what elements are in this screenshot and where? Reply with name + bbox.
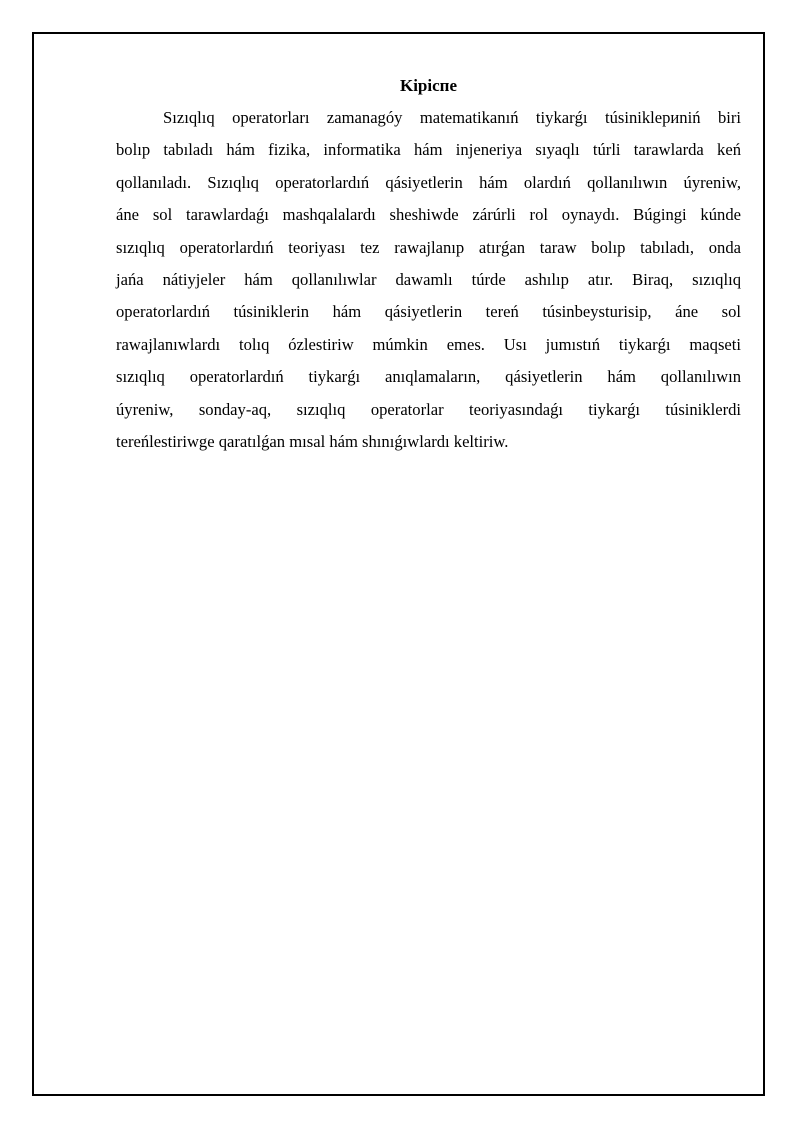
paragraph-line: tereńlestiriwge qaratılǵan mısal hám shınıǵıwlardı keltiriw.	[116, 431, 509, 451]
paragraph-line: qollanıladı. Sızıqlıq operatorlardıń qásiyetlerin hám olardıń qollanılıwın úyreniw,	[116, 172, 741, 192]
paragraph-line: úyreniw, sonday-aq, sızıqlıq operatorlar teoriyasındaǵı tiykarǵı túsiniklerdi	[116, 399, 741, 419]
paragraph-line: rawajlanıwlardı tolıq ózlestiriw múmkin emes. Usı jumıstıń tiykarǵı maqseti	[116, 334, 741, 354]
paragraph-line: sızıqlıq operatorlardıń teoriyası tez rawajlanıp atırǵan taraw bolıp tabıladı, onda	[116, 237, 741, 257]
paragraph-line: áne sol tarawlardaǵı mashqalalardı sheshiwde zárúrli rol oynaydı. Búgingi kúnde	[116, 205, 741, 225]
intro-paragraph	[116, 102, 741, 458]
paragraph-line: Sızıqlıq operatorları zamanagóy matematikanıń tiykarǵı túsiniklериniń biri	[163, 108, 741, 127]
paragraph-line: jańa nátiyjeler hám qollanılıwlar dawamlı túrde ashılıp atır. Biraq, sızıqlıq	[116, 269, 741, 289]
paragraph-line: operatorlardıń túsiniklerin hám qásiyetlerin tereń túsinbeysturisip, áne sol	[116, 302, 741, 322]
paragraph-line: sızıqlıq operatorlardıń tiykarǵı anıqlamaların, qásiyetlerin hám qollanılıwın	[116, 367, 741, 387]
paragraph-line: bolıp tabıladı hám fizika, informatika hám injeneriya sıyaqlı túrli tarawlarda keń	[116, 140, 741, 160]
section-heading: Kipicпe	[399, 76, 457, 95]
document-body	[116, 74, 741, 458]
